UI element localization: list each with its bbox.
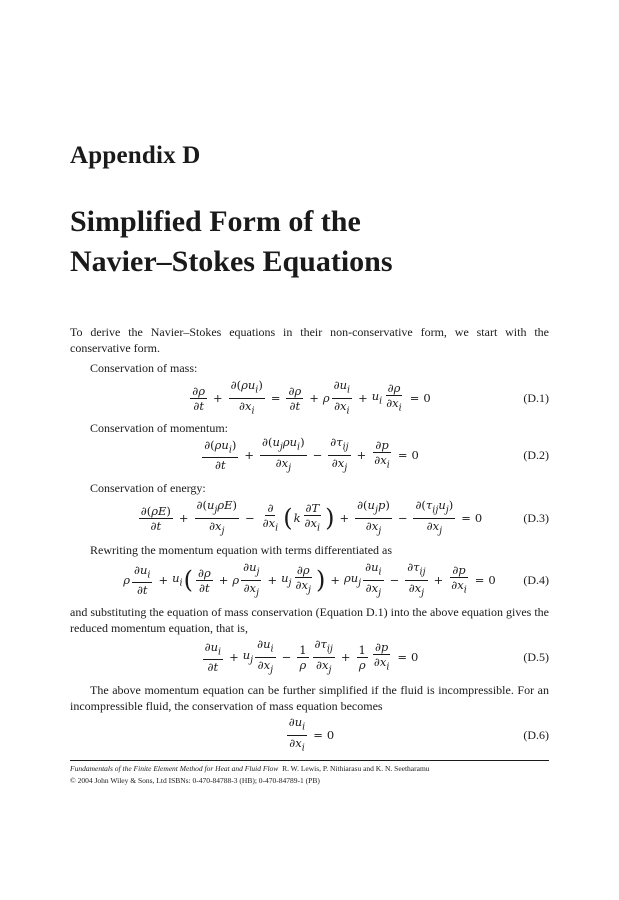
momentum-heading: Conservation of momentum: xyxy=(90,421,228,435)
footer-rule xyxy=(70,760,549,761)
equation-number: (D.6) xyxy=(523,728,549,742)
footer-copyright: © 2004 John Wiley & Sons, Ltd ISBNs: 0-470-84788-3 (HB); 0-470-84789-1 (PB) xyxy=(70,776,320,785)
equation-number: (D.2) xyxy=(523,448,549,462)
chapter-title xyxy=(70,202,550,282)
appendix-label: Appendix D xyxy=(70,142,201,169)
substitute-paragraph: and substituting the equation of mass conservation (Equation D.1) into the above equation gives the reduced momentum equation, that is, xyxy=(70,605,549,635)
intro-paragraph: To derive the Navier–Stokes equations in their non-conservative form, we start with the conservative form. xyxy=(70,325,549,355)
equation-d2: $\frac{\partial(\rho u_i)}{\partial t}$ + $\frac{\partial(u_j\rho u_i)}{\partial x_j}$ − $\frac{\partial\tau_{ij}}{\partial x_j}$ + $\frac{\partial p}{\partial x_i}$ = 0 (D.2) xyxy=(204,435,549,473)
equation-d3: $\frac{\partial(\rho E)}{\partial t}$ + $\frac{\partial(u_j\rho E)}{\partial x_j}$ − $\frac{\partial}{\partial x_i}$ ( k $\frac{\partial T}{\partial x_i}$ ) + $\frac{\partial(u_jp)}{\partial x_j}$ − $\frac{\partial(\tau_{ij}u_j)}{\partial x_j}$ = 0 (D.3) xyxy=(140,498,549,536)
energy-heading: Conservation of energy: xyxy=(90,481,206,495)
chapter-title-line-1: Simplified Form of the xyxy=(70,205,361,238)
equation-number: (D.3) xyxy=(523,511,549,525)
equation-d4: ρ $\frac{\partial u_i}{\partial t}$ + $u_i$ ( $\frac{\partial\rho}{\partial t}$ + ρ $\frac{\partial u_j}{\partial x_j}$ + $u_j$ $\frac{\partial\rho}{\partial x_j}$ ) + $\rho u_j$ $\frac{\partial u_i}{\partial x_j}$ − $\frac{\partial\tau_{ij}}{\partial x_j}$ + $\frac{\partial p}{\partial x_i}$ = 0 (D.4) xyxy=(123,560,549,598)
equation-number: (D.1) xyxy=(523,391,549,405)
incompressible-paragraph: The above momentum equation can be further simplified if the fluid is incompressible. For an incompressible fluid, the conservation of mass equation becomes xyxy=(70,683,549,713)
footer-book-title: Fundamentals of the Finite Element Method for Heat and Fluid Flow xyxy=(70,764,279,773)
rewrite-paragraph: Rewriting the momentum equation with terms differentiated as xyxy=(90,543,393,557)
footer-citation xyxy=(70,764,430,774)
chapter-title-line-2: Navier–Stokes Equations xyxy=(70,245,393,278)
equation-d1: $\frac{\partial\rho}{\partial t}$ + $\frac{\partial(\rho u_i)}{\partial x_i}$ = $\frac{\partial\rho}{\partial t}$ + ρ $\frac{\partial u_i}{\partial x_i}$ + $u_i$ $\frac{\partial\rho}{\partial x_i}$ = 0 (D.1) xyxy=(192,378,549,416)
equation-d5: $\frac{\partial u_i}{\partial t}$ + $u_j$ $\frac{\partial u_i}{\partial x_j}$ − $\frac{1}{\rho}$ $\frac{\partial\tau_{ij}}{\partial x_j}$ + $\frac{1}{\rho}$ $\frac{\partial p}{\partial x_i}$ = 0 (D.5) xyxy=(204,637,549,675)
equation-number: (D.5) xyxy=(523,650,549,664)
footer-authors: R. W. Lewis, P. Nithiarasu and K. N. Seetharamu xyxy=(282,764,430,773)
equation-d6: $\frac{\partial u_i}{\partial x_i}$ = 0 (D.6) xyxy=(288,715,549,753)
mass-heading: Conservation of mass: xyxy=(90,361,198,375)
equation-number: (D.4) xyxy=(523,573,549,587)
